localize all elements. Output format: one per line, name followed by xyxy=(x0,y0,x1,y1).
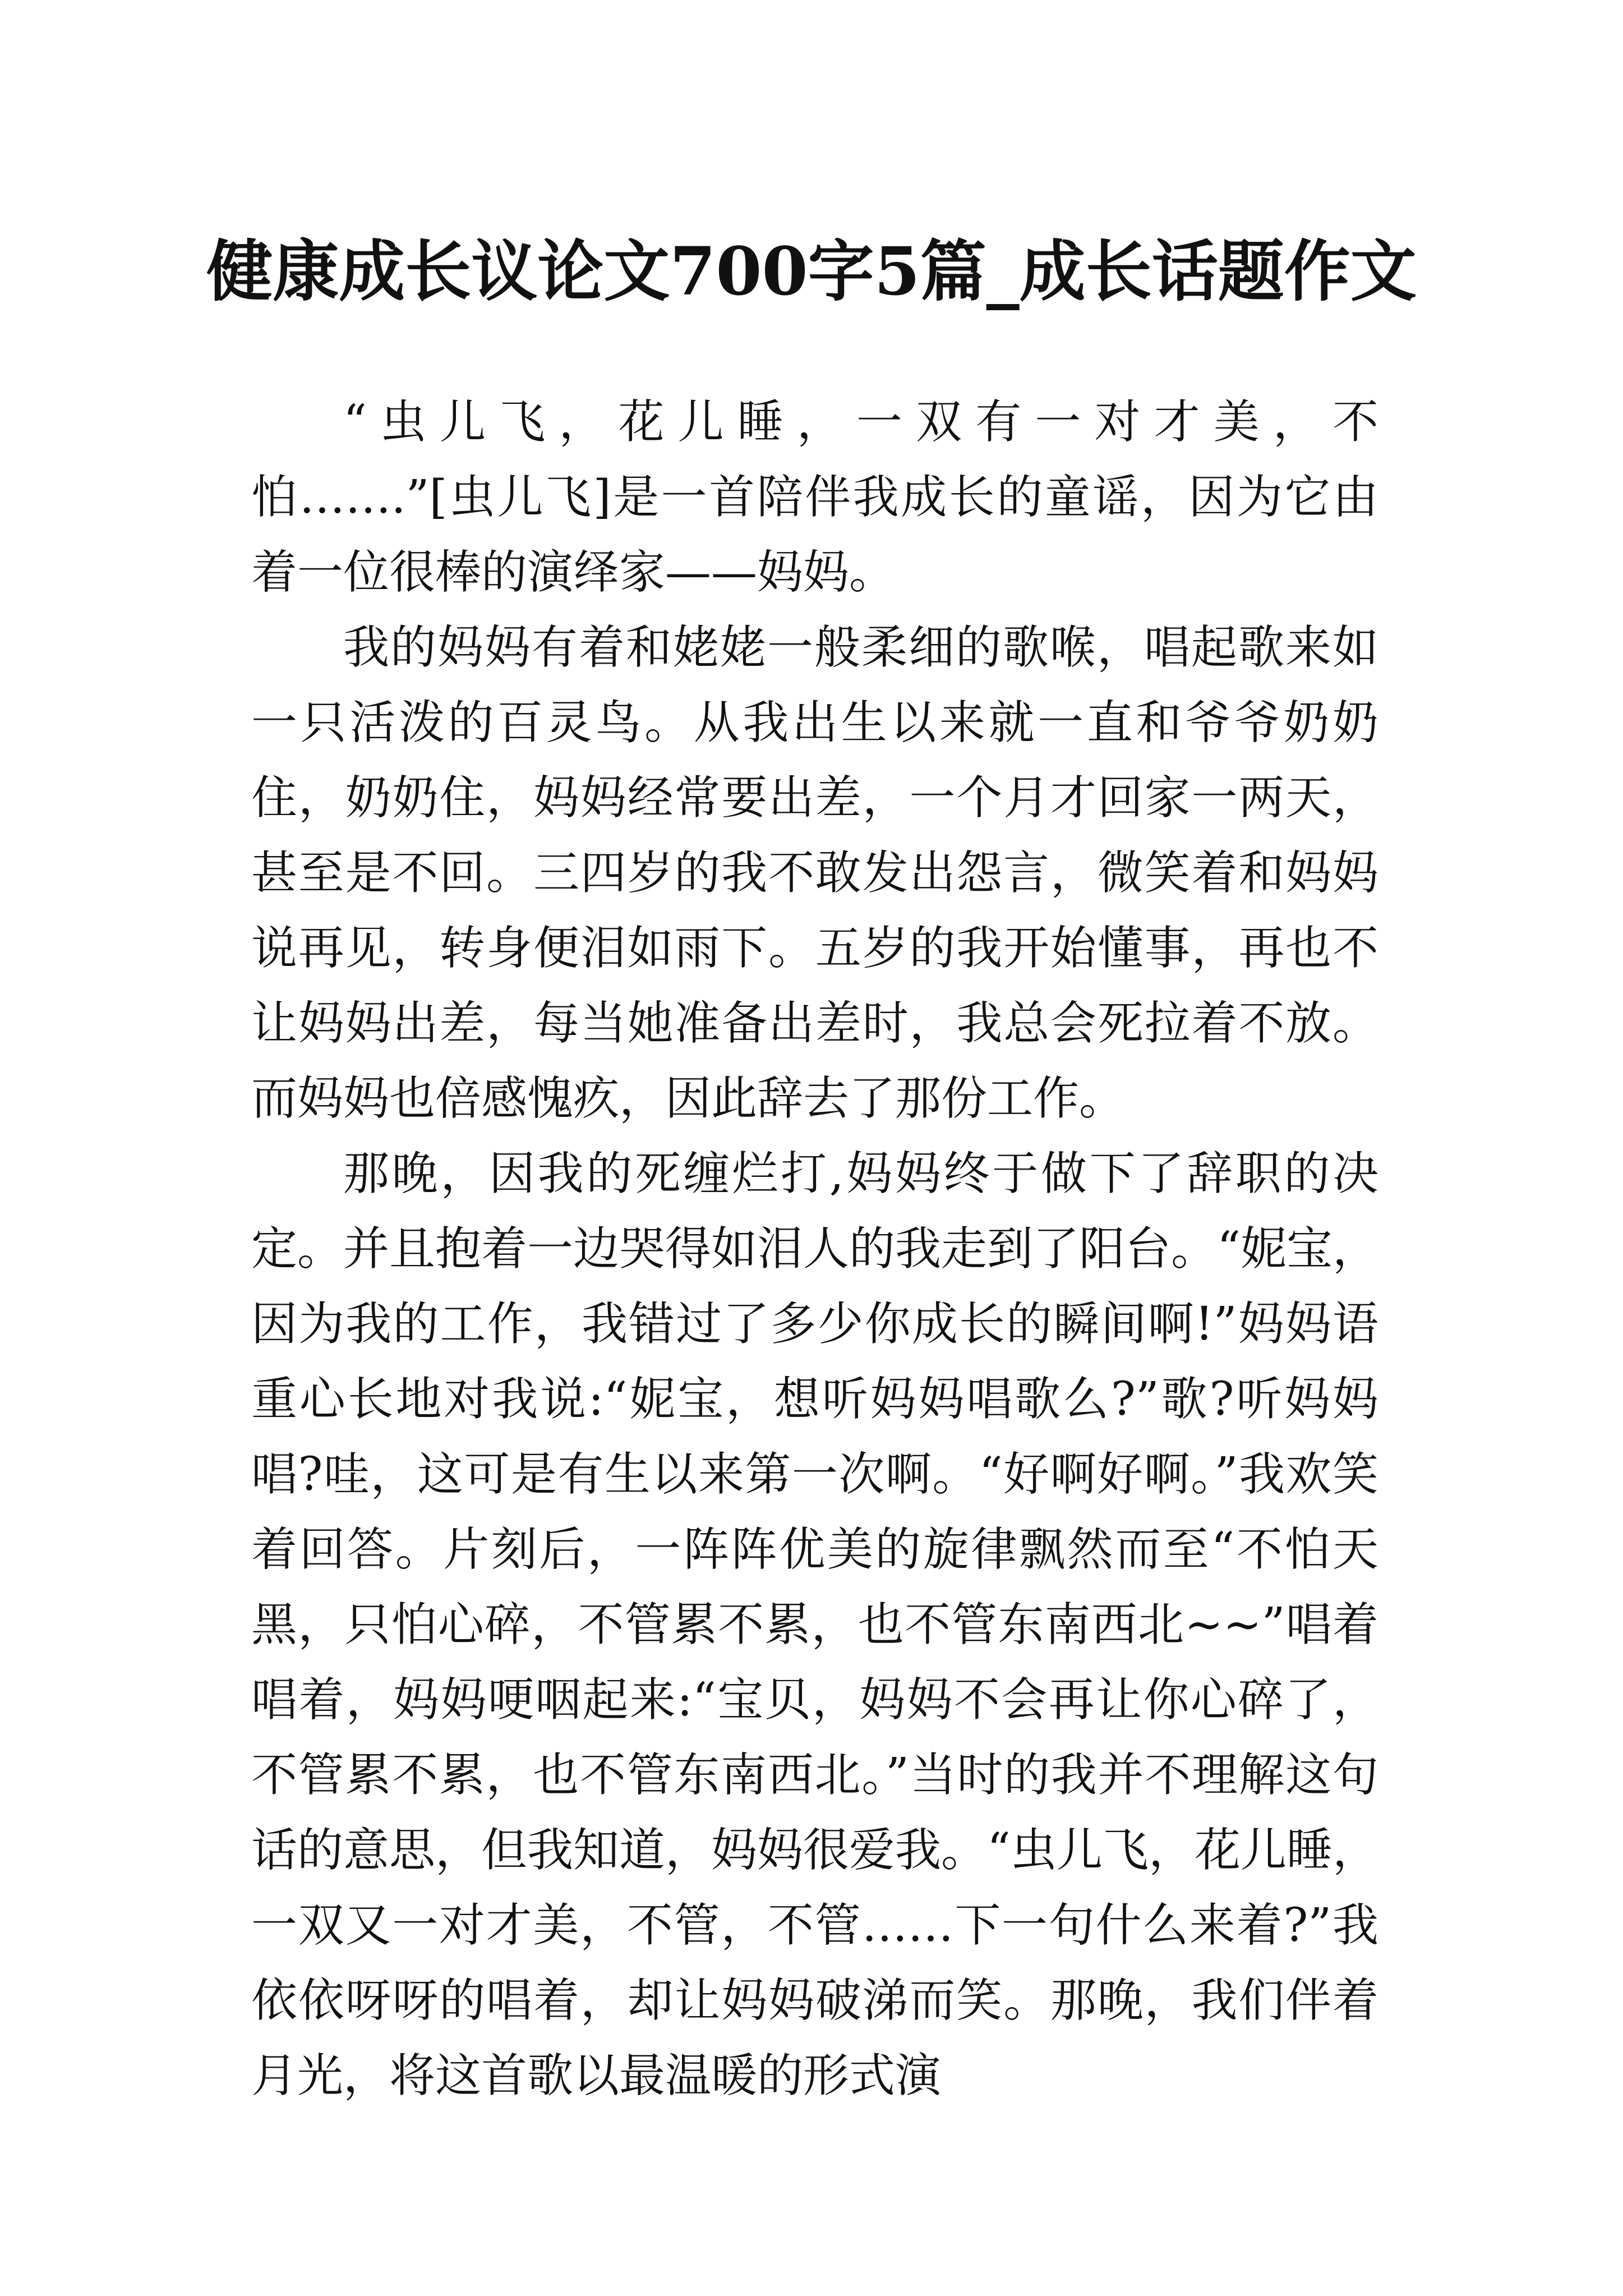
paragraph: “虫儿飞，花儿睡，一双有一对才美，不怕…….”[虫儿飞]是一首陪伴我成长的童谣，因为它由着一位很棒的演绎家——妈妈。 xyxy=(251,395,1378,599)
document-body xyxy=(251,385,1378,2114)
document-title: 健康成长议论文700字5篇_成长话题作文 xyxy=(206,232,1417,311)
paragraph: 那晚，因我的死缠烂打,妈妈终于做下了辞职的决定。并且抱着一边哭得如泪人的我走到了阳台。“妮宝，因为我的工作，我错过了多少你成长的瞬间啊!”妈妈语重心长地对我说:“妮宝，想听妈妈唱歌么?”歌?听妈妈唱?哇，这可是有生以来第一次啊。“好啊好啊。”我欢笑着回答。片刻后，一阵阵优美的旋律飘然而至“不怕天黑，只怕心碎，不管累不累，也不管东南西北~~”唱着唱着，妈妈哽咽起来:“宝贝，妈妈不会再让你心碎了，不管累不累，也不管东南西北。”当时的我并不理解这句话的意思，但我知道，妈妈很爱我。“虫儿飞，花儿睡，一双又一对才美，不管，不管……下一句什么来着?”我依依呀呀的唱着，却让妈妈破涕而笑。那晚，我们伴着月光，将这首歌以最温暖的形式演 xyxy=(251,1147,1378,2102)
paragraph: 我的妈妈有着和姥姥一般柔细的歌喉，唱起歌来如一只活泼的百灵鸟。从我出生以来就一直和爷爷奶奶住，奶奶住，妈妈经常要出差，一个月才回家一两天，甚至是不回。三四岁的我不敢发出怨言，微笑着和妈妈说再见，转身便泪如雨下。五岁的我开始懂事，再也不让妈妈出差，每当她准备出差时，我总会死拉着不放。而妈妈也倍感愧疚，因此辞去了那份工作。 xyxy=(251,621,1378,1125)
